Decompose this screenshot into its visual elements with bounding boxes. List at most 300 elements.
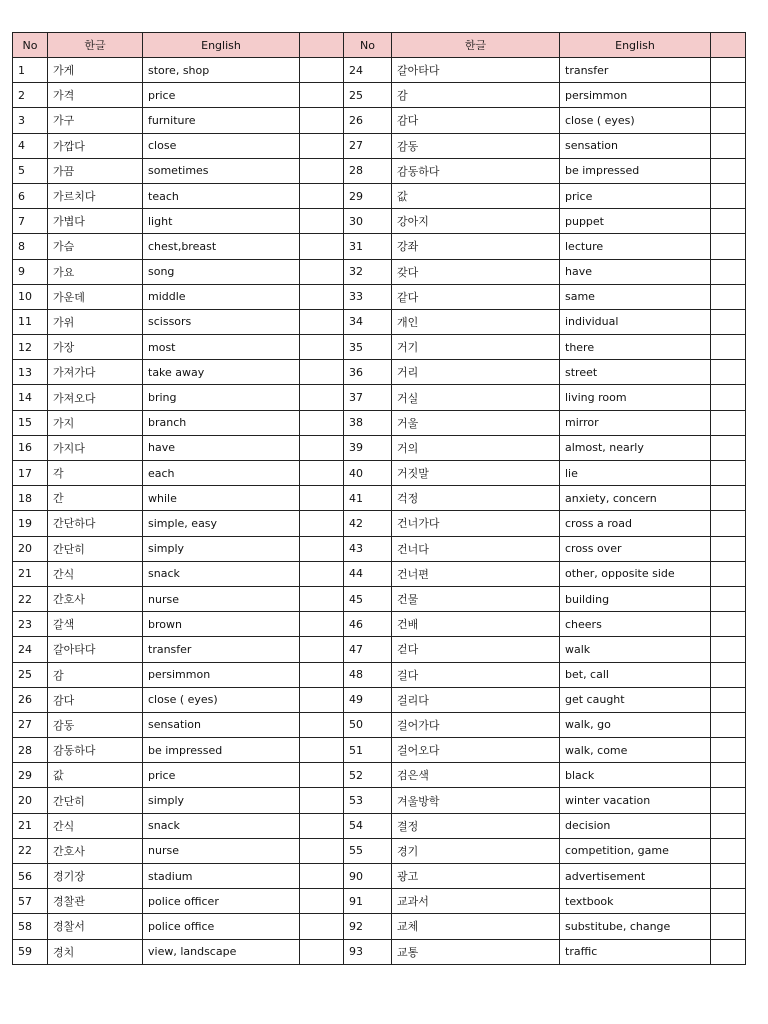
blank-cell-left xyxy=(300,788,344,813)
number-cell-right: 90 xyxy=(344,864,392,889)
korean-cell-left: 가격 xyxy=(48,83,143,108)
table-row xyxy=(13,486,746,511)
header-korean-left: 한글 xyxy=(48,33,143,58)
korean-cell-right: 결정 xyxy=(392,813,560,838)
number-cell-left: 7 xyxy=(13,209,48,234)
korean-cell-right: 건너다 xyxy=(392,536,560,561)
table-row xyxy=(13,662,746,687)
number-cell-right: 39 xyxy=(344,435,392,460)
korean-cell-right: 겨울방학 xyxy=(392,788,560,813)
english-cell-right: be impressed xyxy=(560,158,711,183)
blank-cell-left xyxy=(300,83,344,108)
blank-cell-left xyxy=(300,158,344,183)
table-row xyxy=(13,536,746,561)
english-cell-left: nurse xyxy=(143,586,300,611)
blank-cell-right xyxy=(711,234,746,259)
number-cell-right: 93 xyxy=(344,939,392,964)
blank-cell-right xyxy=(711,612,746,637)
korean-cell-right: 걸다 xyxy=(392,662,560,687)
blank-cell-right xyxy=(711,813,746,838)
number-cell-left: 3 xyxy=(13,108,48,133)
korean-cell-right: 건너가다 xyxy=(392,511,560,536)
blank-cell-left xyxy=(300,183,344,208)
english-cell-left: chest,breast xyxy=(143,234,300,259)
number-cell-left: 59 xyxy=(13,939,48,964)
blank-cell-left xyxy=(300,889,344,914)
header-no-right: No xyxy=(344,33,392,58)
vocabulary-table xyxy=(12,32,746,965)
blank-cell-right xyxy=(711,914,746,939)
blank-cell-left xyxy=(300,234,344,259)
blank-cell-right xyxy=(711,838,746,863)
header-english-right: English xyxy=(560,33,711,58)
number-cell-right: 43 xyxy=(344,536,392,561)
korean-cell-right: 경기 xyxy=(392,838,560,863)
number-cell-right: 36 xyxy=(344,360,392,385)
number-cell-right: 44 xyxy=(344,561,392,586)
number-cell-right: 32 xyxy=(344,259,392,284)
blank-cell-left xyxy=(300,687,344,712)
english-cell-right: black xyxy=(560,763,711,788)
blank-cell-left xyxy=(300,335,344,360)
number-cell-left: 18 xyxy=(13,486,48,511)
english-cell-left: persimmon xyxy=(143,662,300,687)
blank-cell-right xyxy=(711,738,746,763)
korean-cell-right: 감 xyxy=(392,83,560,108)
number-cell-right: 50 xyxy=(344,712,392,737)
english-cell-left: simple, easy xyxy=(143,511,300,536)
korean-cell-right: 검은색 xyxy=(392,763,560,788)
english-cell-right: cross a road xyxy=(560,511,711,536)
number-cell-left: 25 xyxy=(13,662,48,687)
korean-cell-left: 감동 xyxy=(48,712,143,737)
number-cell-right: 25 xyxy=(344,83,392,108)
english-cell-left: teach xyxy=(143,183,300,208)
korean-cell-right: 값 xyxy=(392,183,560,208)
header-english-left: English xyxy=(143,33,300,58)
number-cell-left: 24 xyxy=(13,637,48,662)
number-cell-left: 19 xyxy=(13,511,48,536)
table-row xyxy=(13,864,746,889)
korean-cell-left: 값 xyxy=(48,763,143,788)
english-cell-left: have xyxy=(143,435,300,460)
number-cell-right: 53 xyxy=(344,788,392,813)
blank-cell-right xyxy=(711,586,746,611)
blank-cell-right xyxy=(711,83,746,108)
blank-cell-left xyxy=(300,536,344,561)
number-cell-right: 92 xyxy=(344,914,392,939)
korean-cell-left: 간식 xyxy=(48,561,143,586)
table-row xyxy=(13,813,746,838)
table-row xyxy=(13,309,746,334)
table-row xyxy=(13,461,746,486)
number-cell-right: 40 xyxy=(344,461,392,486)
number-cell-left: 26 xyxy=(13,687,48,712)
korean-cell-left: 경찰서 xyxy=(48,914,143,939)
number-cell-left: 4 xyxy=(13,133,48,158)
korean-cell-left: 경치 xyxy=(48,939,143,964)
number-cell-left: 2 xyxy=(13,83,48,108)
table-row xyxy=(13,133,746,158)
number-cell-right: 41 xyxy=(344,486,392,511)
table-row xyxy=(13,435,746,460)
blank-cell-right xyxy=(711,939,746,964)
table-row xyxy=(13,788,746,813)
blank-cell-right xyxy=(711,712,746,737)
table-row xyxy=(13,335,746,360)
table-row xyxy=(13,939,746,964)
header-no-left: No xyxy=(13,33,48,58)
blank-cell-right xyxy=(711,637,746,662)
blank-cell-right xyxy=(711,335,746,360)
korean-cell-left: 감 xyxy=(48,662,143,687)
english-cell-right: building xyxy=(560,586,711,611)
english-cell-left: stadium xyxy=(143,864,300,889)
english-cell-left: take away xyxy=(143,360,300,385)
number-cell-left: 14 xyxy=(13,385,48,410)
korean-cell-right: 거짓말 xyxy=(392,461,560,486)
table-row xyxy=(13,209,746,234)
blank-cell-left xyxy=(300,763,344,788)
english-cell-right: living room xyxy=(560,385,711,410)
blank-cell-right xyxy=(711,561,746,586)
number-cell-left: 1 xyxy=(13,58,48,83)
english-cell-right: bet, call xyxy=(560,662,711,687)
english-cell-left: each xyxy=(143,461,300,486)
number-cell-right: 30 xyxy=(344,209,392,234)
blank-cell-left xyxy=(300,561,344,586)
table-row xyxy=(13,838,746,863)
number-cell-right: 24 xyxy=(344,58,392,83)
korean-cell-left: 간단히 xyxy=(48,536,143,561)
number-cell-left: 21 xyxy=(13,813,48,838)
korean-cell-left: 가지 xyxy=(48,410,143,435)
blank-cell-left xyxy=(300,662,344,687)
english-cell-right: lecture xyxy=(560,234,711,259)
blank-cell-right xyxy=(711,889,746,914)
english-cell-right: mirror xyxy=(560,410,711,435)
english-cell-left: light xyxy=(143,209,300,234)
korean-cell-right: 거의 xyxy=(392,435,560,460)
english-cell-left: snack xyxy=(143,561,300,586)
number-cell-left: 20 xyxy=(13,788,48,813)
english-cell-left: snack xyxy=(143,813,300,838)
number-cell-right: 37 xyxy=(344,385,392,410)
korean-cell-left: 가지다 xyxy=(48,435,143,460)
korean-cell-right: 강좌 xyxy=(392,234,560,259)
number-cell-left: 10 xyxy=(13,284,48,309)
korean-cell-left: 가르치다 xyxy=(48,183,143,208)
english-cell-right: traffic xyxy=(560,939,711,964)
table-row xyxy=(13,738,746,763)
blank-cell-left xyxy=(300,586,344,611)
number-cell-left: 27 xyxy=(13,712,48,737)
english-cell-left: bring xyxy=(143,385,300,410)
number-cell-left: 22 xyxy=(13,838,48,863)
table-row xyxy=(13,385,746,410)
korean-cell-right: 감동 xyxy=(392,133,560,158)
blank-cell-left xyxy=(300,309,344,334)
blank-cell-left xyxy=(300,486,344,511)
english-cell-right: substitube, change xyxy=(560,914,711,939)
english-cell-left: simply xyxy=(143,788,300,813)
korean-cell-left: 가슴 xyxy=(48,234,143,259)
table-header-row xyxy=(13,33,746,58)
number-cell-left: 17 xyxy=(13,461,48,486)
table-row xyxy=(13,612,746,637)
blank-cell-right xyxy=(711,108,746,133)
english-cell-right: same xyxy=(560,284,711,309)
number-cell-right: 38 xyxy=(344,410,392,435)
korean-cell-left: 가장 xyxy=(48,335,143,360)
table-row xyxy=(13,687,746,712)
blank-cell-left xyxy=(300,209,344,234)
table-row xyxy=(13,637,746,662)
english-cell-left: transfer xyxy=(143,637,300,662)
korean-cell-right: 교체 xyxy=(392,914,560,939)
korean-cell-left: 간 xyxy=(48,486,143,511)
english-cell-right: get caught xyxy=(560,687,711,712)
table-row xyxy=(13,183,746,208)
english-cell-right: other, opposite side xyxy=(560,561,711,586)
blank-cell-right xyxy=(711,385,746,410)
table-row xyxy=(13,561,746,586)
number-cell-right: 33 xyxy=(344,284,392,309)
korean-cell-right: 거기 xyxy=(392,335,560,360)
english-cell-left: brown xyxy=(143,612,300,637)
english-cell-left: price xyxy=(143,83,300,108)
korean-cell-right: 교통 xyxy=(392,939,560,964)
blank-cell-right xyxy=(711,158,746,183)
blank-cell-left xyxy=(300,612,344,637)
english-cell-left: store, shop xyxy=(143,58,300,83)
korean-cell-right: 갖다 xyxy=(392,259,560,284)
english-cell-left: furniture xyxy=(143,108,300,133)
english-cell-right: competition, game xyxy=(560,838,711,863)
english-cell-left: sensation xyxy=(143,712,300,737)
korean-cell-right: 같다 xyxy=(392,284,560,309)
blank-cell-right xyxy=(711,687,746,712)
korean-cell-right: 갈아타다 xyxy=(392,58,560,83)
blank-cell-right xyxy=(711,536,746,561)
number-cell-left: 56 xyxy=(13,864,48,889)
korean-cell-right: 걱정 xyxy=(392,486,560,511)
korean-cell-left: 간호사 xyxy=(48,838,143,863)
blank-cell-right xyxy=(711,864,746,889)
blank-cell-left xyxy=(300,738,344,763)
korean-cell-left: 가져오다 xyxy=(48,385,143,410)
number-cell-left: 8 xyxy=(13,234,48,259)
english-cell-left: middle xyxy=(143,284,300,309)
number-cell-left: 12 xyxy=(13,335,48,360)
number-cell-left: 20 xyxy=(13,536,48,561)
english-cell-right: almost, nearly xyxy=(560,435,711,460)
korean-cell-left: 가위 xyxy=(48,309,143,334)
korean-cell-right: 건배 xyxy=(392,612,560,637)
korean-cell-left: 간식 xyxy=(48,813,143,838)
table-row xyxy=(13,914,746,939)
blank-cell-right xyxy=(711,788,746,813)
korean-cell-left: 감동하다 xyxy=(48,738,143,763)
english-cell-right: have xyxy=(560,259,711,284)
number-cell-left: 16 xyxy=(13,435,48,460)
korean-cell-left: 경기장 xyxy=(48,864,143,889)
english-cell-left: price xyxy=(143,763,300,788)
korean-cell-left: 갈색 xyxy=(48,612,143,637)
english-cell-right: walk, go xyxy=(560,712,711,737)
korean-cell-left: 갈아타다 xyxy=(48,637,143,662)
blank-cell-left xyxy=(300,637,344,662)
english-cell-right: there xyxy=(560,335,711,360)
blank-cell-left xyxy=(300,461,344,486)
table-row xyxy=(13,83,746,108)
english-cell-right: cross over xyxy=(560,536,711,561)
korean-cell-right: 건물 xyxy=(392,586,560,611)
english-cell-left: view, landscape xyxy=(143,939,300,964)
number-cell-right: 55 xyxy=(344,838,392,863)
number-cell-left: 5 xyxy=(13,158,48,183)
korean-cell-left: 가구 xyxy=(48,108,143,133)
blank-cell-left xyxy=(300,108,344,133)
english-cell-left: police officer xyxy=(143,889,300,914)
number-cell-right: 48 xyxy=(344,662,392,687)
blank-cell-right xyxy=(711,486,746,511)
header-blank-left xyxy=(300,33,344,58)
english-cell-left: close ( eyes) xyxy=(143,687,300,712)
number-cell-right: 51 xyxy=(344,738,392,763)
korean-cell-right: 걷다 xyxy=(392,637,560,662)
english-cell-left: be impressed xyxy=(143,738,300,763)
english-cell-right: walk, come xyxy=(560,738,711,763)
korean-cell-left: 가운데 xyxy=(48,284,143,309)
blank-cell-left xyxy=(300,838,344,863)
korean-cell-left: 간호사 xyxy=(48,586,143,611)
blank-cell-right xyxy=(711,209,746,234)
korean-cell-right: 광고 xyxy=(392,864,560,889)
english-cell-right: anxiety, concern xyxy=(560,486,711,511)
english-cell-left: nurse xyxy=(143,838,300,863)
korean-cell-right: 감다 xyxy=(392,108,560,133)
table-row xyxy=(13,360,746,385)
korean-cell-right: 강아지 xyxy=(392,209,560,234)
number-cell-right: 26 xyxy=(344,108,392,133)
number-cell-right: 34 xyxy=(344,309,392,334)
english-cell-right: advertisement xyxy=(560,864,711,889)
korean-cell-right: 개인 xyxy=(392,309,560,334)
blank-cell-right xyxy=(711,410,746,435)
korean-cell-left: 간단하다 xyxy=(48,511,143,536)
table-row xyxy=(13,284,746,309)
number-cell-left: 28 xyxy=(13,738,48,763)
table-row xyxy=(13,763,746,788)
english-cell-right: sensation xyxy=(560,133,711,158)
english-cell-left: police office xyxy=(143,914,300,939)
korean-cell-left: 가끔 xyxy=(48,158,143,183)
blank-cell-right xyxy=(711,662,746,687)
english-cell-right: puppet xyxy=(560,209,711,234)
korean-cell-left: 가게 xyxy=(48,58,143,83)
number-cell-right: 49 xyxy=(344,687,392,712)
korean-cell-left: 각 xyxy=(48,461,143,486)
table-row xyxy=(13,586,746,611)
blank-cell-left xyxy=(300,58,344,83)
number-cell-left: 22 xyxy=(13,586,48,611)
blank-cell-left xyxy=(300,712,344,737)
korean-cell-right: 거실 xyxy=(392,385,560,410)
korean-cell-right: 거리 xyxy=(392,360,560,385)
number-cell-right: 35 xyxy=(344,335,392,360)
table-row xyxy=(13,889,746,914)
korean-cell-left: 가져가다 xyxy=(48,360,143,385)
number-cell-right: 31 xyxy=(344,234,392,259)
english-cell-left: song xyxy=(143,259,300,284)
english-cell-left: most xyxy=(143,335,300,360)
number-cell-right: 29 xyxy=(344,183,392,208)
blank-cell-right xyxy=(711,259,746,284)
blank-cell-left xyxy=(300,259,344,284)
blank-cell-right xyxy=(711,511,746,536)
table-row xyxy=(13,234,746,259)
blank-cell-left xyxy=(300,511,344,536)
korean-cell-right: 거울 xyxy=(392,410,560,435)
english-cell-right: decision xyxy=(560,813,711,838)
english-cell-right: transfer xyxy=(560,58,711,83)
korean-cell-left: 간단히 xyxy=(48,788,143,813)
korean-cell-right: 걸어가다 xyxy=(392,712,560,737)
number-cell-left: 57 xyxy=(13,889,48,914)
number-cell-left: 9 xyxy=(13,259,48,284)
english-cell-right: lie xyxy=(560,461,711,486)
blank-cell-right xyxy=(711,360,746,385)
blank-cell-left xyxy=(300,813,344,838)
table-row xyxy=(13,108,746,133)
korean-cell-right: 걸리다 xyxy=(392,687,560,712)
number-cell-right: 91 xyxy=(344,889,392,914)
blank-cell-right xyxy=(711,133,746,158)
table-row xyxy=(13,511,746,536)
english-cell-right: persimmon xyxy=(560,83,711,108)
english-cell-left: scissors xyxy=(143,309,300,334)
table-row xyxy=(13,58,746,83)
english-cell-left: sometimes xyxy=(143,158,300,183)
english-cell-right: textbook xyxy=(560,889,711,914)
english-cell-left: branch xyxy=(143,410,300,435)
table-row xyxy=(13,259,746,284)
number-cell-right: 42 xyxy=(344,511,392,536)
english-cell-right: street xyxy=(560,360,711,385)
number-cell-left: 21 xyxy=(13,561,48,586)
blank-cell-left xyxy=(300,410,344,435)
number-cell-right: 46 xyxy=(344,612,392,637)
english-cell-left: while xyxy=(143,486,300,511)
english-cell-right: cheers xyxy=(560,612,711,637)
korean-cell-left: 경찰관 xyxy=(48,889,143,914)
korean-cell-right: 걸어오다 xyxy=(392,738,560,763)
blank-cell-left xyxy=(300,435,344,460)
blank-cell-left xyxy=(300,939,344,964)
number-cell-left: 13 xyxy=(13,360,48,385)
table-row xyxy=(13,712,746,737)
korean-cell-left: 가볍다 xyxy=(48,209,143,234)
blank-cell-left xyxy=(300,284,344,309)
english-cell-right: winter vacation xyxy=(560,788,711,813)
header-blank-right xyxy=(711,33,746,58)
blank-cell-left xyxy=(300,385,344,410)
blank-cell-left xyxy=(300,360,344,385)
blank-cell-right xyxy=(711,461,746,486)
english-cell-left: close xyxy=(143,133,300,158)
number-cell-left: 6 xyxy=(13,183,48,208)
